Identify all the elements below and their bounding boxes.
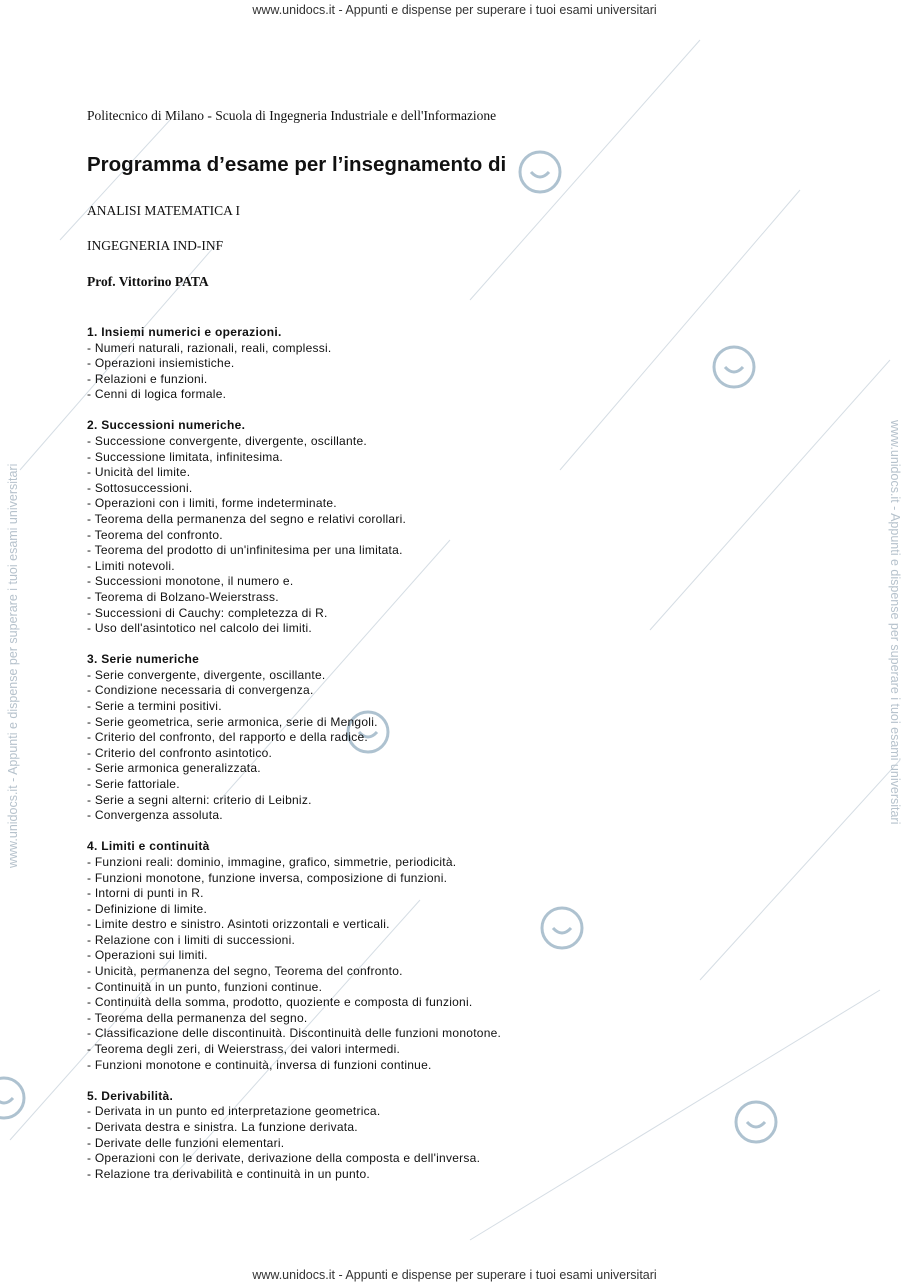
- list-item: - Sottosuccessioni.: [87, 480, 193, 495]
- school-name: Politecnico di Milano - Scuola di Ingegneria Industriale e dell'Informazione: [87, 108, 497, 123]
- list-item: - Intorni di punti in R.: [87, 886, 204, 901]
- list-item: - Successione convergente, divergente, oscillante.: [87, 434, 367, 449]
- list-item: - Serie a segni alterni: criterio di Leibniz.: [87, 792, 312, 807]
- list-item: - Funzioni monotone e continuità, inversa di funzioni continue.: [87, 1057, 432, 1072]
- professor-name: Prof. Vittorino PATA: [87, 274, 209, 289]
- list-item: - Teorema della permanenza del segno.: [87, 1010, 308, 1025]
- watermark-right: www.unidocs.it - Appunti e dispense per superare i tuoi esami universitari: [888, 420, 902, 825]
- list-item: - Unicità del limite.: [87, 465, 191, 480]
- section-heading: 1. Insiemi numerici e operazioni.: [87, 325, 282, 339]
- list-item: - Serie a termini positivi.: [87, 699, 222, 714]
- list-item: - Teorema del confronto.: [87, 527, 223, 542]
- list-item: - Serie convergente, divergente, oscillante.: [87, 667, 326, 682]
- list-item: - Derivata destra e sinistra. La funzione derivata.: [87, 1119, 358, 1134]
- list-item: - Definizione di limite.: [87, 901, 208, 916]
- list-item: - Classificazione delle discontinuità. Discontinuità delle funzioni monotone.: [87, 1026, 502, 1041]
- list-item: - Teorema di Bolzano-Weierstrass.: [87, 590, 279, 604]
- watermark-left: www.unidocs.it - Appunti e dispense per superare i tuoi esami universitari: [6, 463, 20, 868]
- list-item: - Convergenza assoluta.: [87, 808, 223, 823]
- list-item: - Operazioni con le derivate, derivazione della composta e dell'inversa.: [87, 1151, 481, 1166]
- section-heading: 3. Serie numeriche: [87, 652, 200, 667]
- course-name: ANALISI MATEMATICA I: [87, 203, 240, 218]
- list-item: - Serie fattoriale.: [87, 777, 180, 792]
- list-item: - Funzioni monotone, funzione inversa, composizione di funzioni.: [87, 870, 448, 885]
- list-item: - Criterio del confronto asintotico.: [87, 745, 273, 760]
- section-2: [87, 418, 501, 636]
- list-item: - Uso dell'asintotico nel calcolo dei limiti.: [87, 621, 312, 636]
- watermark-bottom: www.unidocs.it - Appunti e dispense per superare i tuoi esami universitari: [252, 1268, 657, 1282]
- list-item: - Continuità in un punto, funzioni continue.: [87, 979, 323, 994]
- list-item: - Criterio del confronto, del rapporto e della radice.: [87, 730, 368, 745]
- list-item: - Successioni di Cauchy: completezza di R.: [87, 605, 328, 620]
- syllabus-sections: [87, 325, 501, 1198]
- list-item: - Relazione con i limiti di successioni.: [87, 932, 296, 947]
- section-4: [87, 839, 501, 1073]
- list-item: - Derivate delle funzioni elementari.: [87, 1135, 285, 1150]
- section-heading: 2. Successioni numeriche.: [87, 418, 246, 433]
- watermark-top: www.unidocs.it - Appunti e dispense per superare i tuoi esami universitari: [252, 3, 657, 17]
- page-title: Programma d’esame per l’insegnamento di: [87, 153, 507, 176]
- list-item: - Operazioni insiemistiche.: [87, 356, 235, 371]
- list-item: - Operazioni con i limiti, forme indeterminate.: [87, 496, 337, 511]
- section-heading: 4. Limiti e continuità: [87, 839, 210, 854]
- list-item: - Relazioni e funzioni.: [87, 371, 208, 386]
- list-item: - Funzioni reali: dominio, immagine, grafico, simmetrie, periodicità.: [87, 854, 457, 869]
- list-item: - Cenni di logica formale.: [87, 387, 227, 402]
- list-item: - Continuità della somma, prodotto, quoziente e composta di funzioni.: [87, 995, 473, 1010]
- list-item: - Numeri naturali, razionali, reali, complessi.: [87, 340, 332, 355]
- section-1: [87, 325, 501, 403]
- section-5: [87, 1089, 501, 1183]
- list-item: - Limiti notevoli.: [87, 558, 175, 573]
- program-name: INGEGNERIA IND-INF: [87, 238, 224, 253]
- list-item: - Serie armonica generalizzata.: [87, 761, 261, 776]
- list-item: - Derivata in un punto ed interpretazione geometrica.: [87, 1104, 381, 1119]
- list-item: - Successione limitata, infinitesima.: [87, 449, 283, 464]
- list-item: - Condizione necessaria di convergenza.: [87, 683, 314, 698]
- list-item: - Teorema degli zeri, di Weierstrass, dei valori intermedi.: [87, 1042, 401, 1057]
- list-item: - Teorema della permanenza del segno e relativi corollari.: [87, 512, 407, 527]
- list-item: - Relazione tra derivabilità e continuità in un punto.: [87, 1166, 370, 1181]
- list-item: - Teorema del prodotto di un'infinitesima per una limitata.: [87, 543, 403, 558]
- list-item: - Successioni monotone, il numero e.: [87, 574, 294, 589]
- list-item: - Serie geometrica, serie armonica, serie di Mengoli.: [87, 714, 378, 729]
- list-item: - Operazioni sui limiti.: [87, 948, 208, 963]
- list-item: - Unicità, permanenza del segno, Teorema del confronto.: [87, 964, 403, 979]
- section-heading: 5. Derivabilità.: [87, 1088, 174, 1103]
- list-item: - Limite destro e sinistro. Asintoti orizzontali e verticali.: [87, 917, 390, 932]
- section-3: [87, 652, 501, 824]
